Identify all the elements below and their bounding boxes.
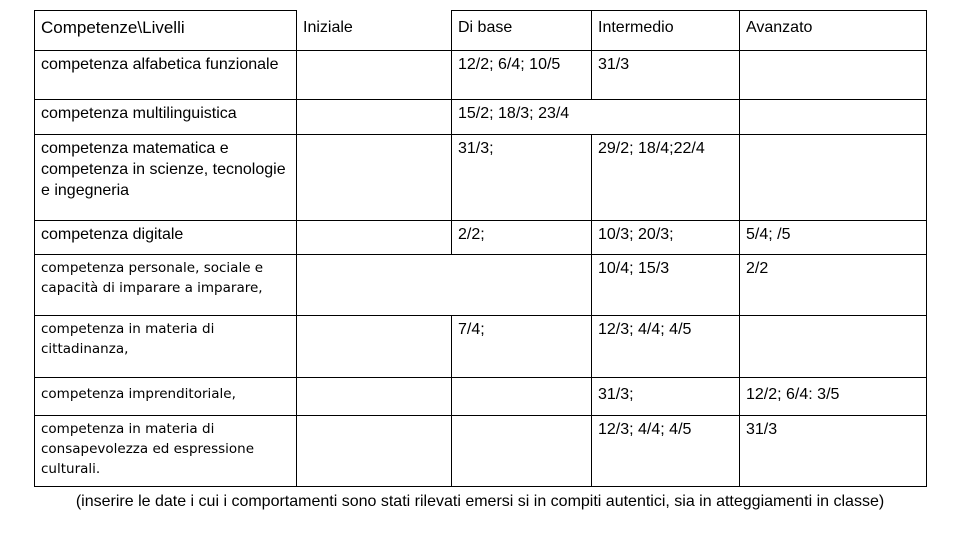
table-row [35,416,927,487]
table-row [35,378,927,416]
cell-intermedio: 10/3; 20/3; [592,221,740,255]
cell-iniziale [297,100,452,135]
cell-intermedio: 12/3; 4/4; 4/5 [592,416,740,487]
cell-intermedio: 31/3; [592,378,740,416]
cell-avanzato [740,51,927,100]
competence-label: competenza digitale [35,221,297,255]
cell-avanzato: 12/2; 6/4: 3/5 [740,378,927,416]
header-avanzato: Avanzato [740,11,927,51]
cell-di-base: 12/2; 6/4; 10/5 [452,51,592,100]
header-row [35,11,927,51]
header-iniziale: Iniziale [297,11,452,51]
cell-iniziale [297,316,452,378]
header-competenze: Competenze\Livelli [35,11,297,51]
table-row [35,221,927,255]
table-row [35,255,927,316]
cell-avanzato: 5/4; /5 [740,221,927,255]
header-intermedio: Intermedio [592,11,740,51]
cell-di-base [452,100,740,135]
cell-avanzato: 2/2 [740,255,927,316]
table-row [35,51,927,100]
cell-di-base: 31/3; [452,135,592,221]
table-row [35,135,927,221]
cell-di-base: 2/2; [452,221,592,255]
cell-di-base: 7/4; [452,316,592,378]
cell-avanzato [740,316,927,378]
cell-di-base [452,255,592,316]
cell-iniziale [297,378,452,416]
table-row [35,316,927,378]
cell-iniziale [297,221,452,255]
cell-iniziale [297,135,452,221]
competence-levels-table [34,10,927,487]
table-row [35,100,927,135]
cell-di-base-text: 15/2; 18/3; 23/4 [458,105,570,122]
cell-avanzato [740,100,927,135]
competence-label: competenza personale, sociale e capacità di imparare a imparare, [35,255,297,316]
cell-di-base [452,416,592,487]
competence-label: competenza alfabetica funzionale [35,51,297,100]
cell-intermedio: 29/2; 18/4;22/4 [592,135,740,221]
cell-intermedio: 12/3; 4/4; 4/5 [592,316,740,378]
competence-label: competenza in materia di consapevolezza ed espressione culturali. [35,416,297,487]
footnote: (inserire le date i cui i comportamenti sono stati rilevati emersi si in compiti autentici, sia in atteggiamenti in classe) [75,493,885,510]
competence-label: competenza matematica e competenza in scienze, tecnologie e ingegneria [35,135,297,221]
cell-avanzato [740,135,927,221]
competence-label: competenza imprenditoriale, [35,378,297,416]
cell-iniziale [297,416,452,487]
cell-intermedio: 31/3 [592,51,740,100]
header-di-base: Di base [452,11,592,51]
competence-label: competenza in materia di cittadinanza, [35,316,297,378]
cell-intermedio: 10/4; 15/3 [592,255,740,316]
cell-iniziale [297,255,452,316]
cell-di-base [452,378,592,416]
cell-avanzato: 31/3 [740,416,927,487]
competence-label: competenza multilinguistica [35,100,297,135]
cell-iniziale [297,51,452,100]
